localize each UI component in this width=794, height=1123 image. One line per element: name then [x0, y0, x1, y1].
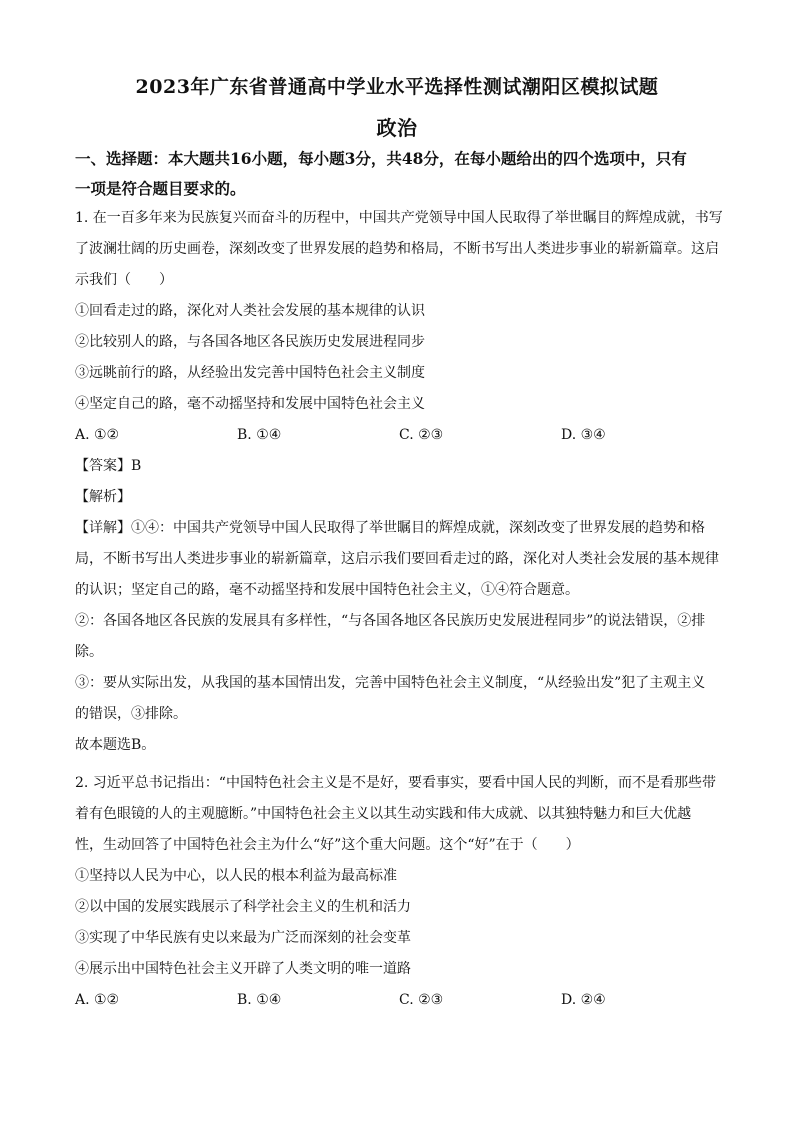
question-2 — [75, 768, 725, 1016]
option-c: C. ②③ — [399, 992, 444, 1008]
section-heading-line: 一、选择题：本大题共16小题，每小题3分，共48分，在每小题给出的四个选项中，只有 — [75, 149, 687, 168]
option-a: A. ①② — [75, 427, 120, 443]
statement-item: ②以中国的发展实践展示了科学社会主义的生机和活力 — [75, 899, 411, 915]
subject-title: 政治 — [376, 116, 418, 140]
option-d: D. ②④ — [561, 992, 606, 1008]
statement-item: ③远眺前行的路，从经验出发完善中国特色社会主义制度 — [75, 365, 425, 381]
question-stem-line: 性，生动回答了中国特色社会主为什么“好”这个重大问题。这个“好”在于（ ） — [75, 837, 580, 853]
statement-item: ④坚定自己的路，毫不动摇坚持和发展中国特色社会主义 — [75, 396, 425, 412]
analysis-label: 【解析】 — [75, 489, 131, 505]
question-1 — [75, 203, 725, 761]
answer-options — [75, 420, 725, 451]
analysis-line: 故本题选B。 — [75, 737, 156, 753]
analysis-line: 的认识；坚定自己的路，毫不动摇坚持和发展中国特色社会主义，①④符合题意。 — [75, 582, 579, 598]
option-b: B. ①④ — [237, 427, 282, 443]
option-b: B. ①④ — [237, 992, 282, 1008]
question-stem-line: 2. 习近平总书记指出：“中国特色社会主义是不是好，要看事实，要看中国人民的判断，而不是看那些带 — [75, 775, 716, 791]
section-heading-line: 一项是符合题目要求的。 — [75, 179, 246, 198]
option-c: C. ②③ — [399, 427, 444, 443]
option-a: A. ①② — [75, 992, 120, 1008]
statement-item: ①回看走过的路，深化对人类社会发展的基本规律的认识 — [75, 303, 425, 319]
analysis-line: ②：各国各地区各民族的发展具有多样性，“与各国各地区各民族历史发展进程同步”的说法错误，②排 — [75, 613, 706, 629]
exam-title: 2023年广东省普通高中学业水平选择性测试潮阳区模拟试题 — [135, 76, 659, 98]
question-stem-line: 了波澜壮阔的历史画卷，深刻改变了世界发展的趋势和格局，不断书写出人类进步事业的崭新篇章。这启 — [75, 241, 719, 257]
option-d: D. ③④ — [561, 427, 606, 443]
analysis-line: 局，不断书写出人类进步事业的崭新篇章，这启示我们要回看走过的路，深化对人类社会发展的基本规律 — [75, 551, 719, 567]
question-stem-line: 1. 在一百多年来为民族复兴而奋斗的历程中，中国共产党领导中国人民取得了举世瞩目的辉煌成就，书写 — [75, 210, 723, 226]
statement-item: ③实现了中华民族有史以来最为广泛而深刻的社会变革 — [75, 930, 411, 946]
analysis-line: 【详解】①④：中国共产党领导中国人民取得了举世瞩目的辉煌成就，深刻改变了世界发展的趋势和格 — [75, 520, 705, 536]
statement-item: ①坚持以人民为中心，以人民的根本利益为最高标准 — [75, 868, 397, 884]
question-stem-line: 示我们（ ） — [75, 272, 173, 288]
section-heading — [75, 144, 725, 204]
statement-item: ②比较别人的路，与各国各地区各民族历史发展进程同步 — [75, 334, 425, 350]
question-stem-line: 着有色眼镜的人的主观臆断。”中国特色社会主义以其生动实践和伟大成就、以其独特魅力和巨大优越 — [75, 806, 692, 822]
analysis-line: 除。 — [75, 644, 103, 660]
answer-label: 【答案】B — [75, 458, 142, 474]
answer-options — [75, 985, 725, 1016]
analysis-line: 的错误，③排除。 — [75, 706, 187, 722]
statement-item: ④展示出中国特色社会主义开辟了人类文明的唯一道路 — [75, 961, 411, 977]
analysis-line: ③：要从实际出发，从我国的基本国情出发，完善中国特色社会主义制度，“从经验出发”犯了主观主义 — [75, 675, 706, 691]
